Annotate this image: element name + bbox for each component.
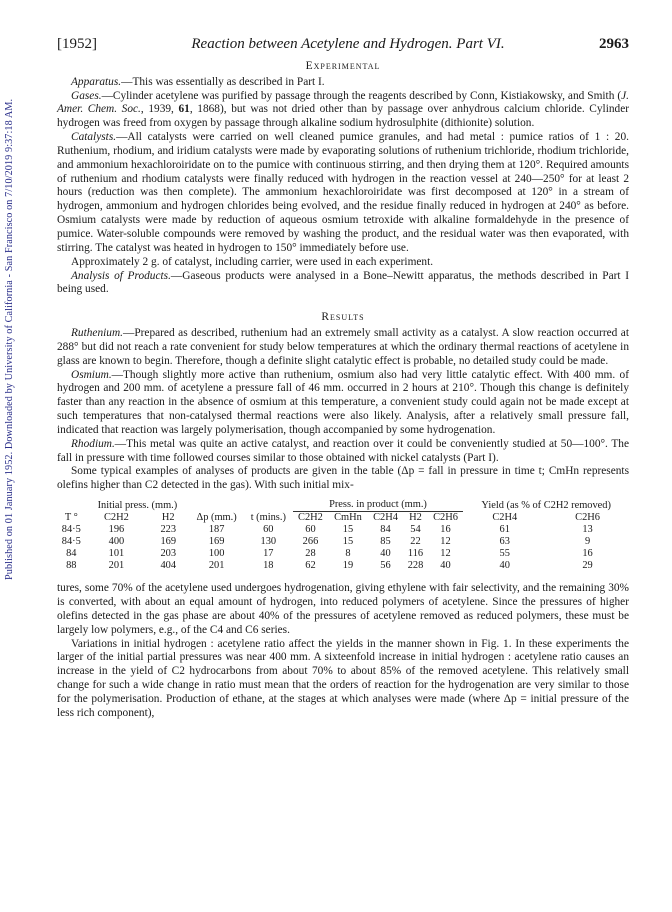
gases-text-2: , 1939,: [140, 103, 179, 116]
sub-init-h2: H2: [161, 512, 175, 524]
analysis-label: Analysis of Products.: [71, 269, 171, 282]
table-cell: 13: [582, 524, 593, 536]
table-cell: 266: [302, 536, 319, 548]
header-page-number: 2963: [598, 36, 629, 52]
table-cell: 60: [305, 524, 316, 536]
sub-yield-c2h6: C2H6: [575, 512, 600, 524]
sub-prod-c2h2: C2H2: [298, 512, 323, 524]
apparatus-label: Apparatus.: [71, 75, 122, 88]
osmium-label: Osmium.: [71, 368, 112, 381]
osmium-text: —Though slightly more active than ruthenium, osmium also had very little catalytic effect. With 400 mm. of hydrogen and 200 mm. of acetylene a pressure fall of 46 mm. occurred in 2 hours at 210°. Though this change is definitely faster than any reaction in the absence of osmium at this temperature, a convenient study could again not be made except at such temperatures that non-catalysed thermal reactions were also likely. Analysis, after a relatively small pressure fall, indicated that reaction was largely polymerisation, though accompanied by some hydrogenation.: [57, 368, 629, 436]
experimental-heading: Experimental: [305, 59, 381, 72]
table-cell: 29: [582, 560, 593, 572]
table-cell: 61: [499, 524, 510, 536]
table-cell: 62: [305, 560, 316, 572]
gases-text-3: , 1868), but was not dried other than by passage over anhydrous calcium chloride. Cylinder hydrogen was freed from oxygen by passage through alkaline sodium hydrosulphite (dithionite) solution.: [57, 103, 630, 130]
table-cell: 84·5: [61, 524, 81, 536]
table-cell: 18: [263, 560, 274, 572]
col-time: t (mins.): [250, 512, 286, 524]
table-cell: 187: [208, 524, 225, 536]
col-group-yield: Yield (as % of C2H2 removed): [481, 499, 611, 511]
table-cell: 54: [410, 524, 421, 536]
header-title: Reaction between Acetylene and Hydrogen. Part VI.: [191, 36, 505, 52]
table-cell: 8: [345, 548, 351, 560]
variations-paragraph: Variations in initial hydrogen : acetylene ratio affect the yields in the manner shown in Fig. 1. In these experiments the larger of the initial partial pressures was near 400 mm. A sixteenfold increase in initial hydrogen : acetylene ratio causes an increase in the yield of C2 hydrocarbons from about 70% to about 85% of the removed acetylene. This relatively small change for such a wide change in ratio must mean that the orders of reaction for the hydrogenation are very similar to those for the polymerisation. Production of ethane, at the stages at which analyses were made (where Δp = initial pressure of the less rich component),: [57, 637, 629, 719]
table-cell: 84: [380, 524, 391, 536]
table-cell: 22: [410, 536, 421, 548]
table-row: [57, 560, 629, 572]
rhodium-paragraph: [57, 438, 629, 466]
table-row: [57, 524, 629, 536]
table-cell: 100: [208, 548, 225, 560]
table-cell: 130: [260, 536, 277, 548]
table-cell: 16: [440, 524, 451, 536]
sub-prod-c2h4: C2H4: [373, 512, 398, 524]
analysis-paragraph: [57, 270, 629, 298]
col-group-product: Press. in product (mm.): [293, 499, 464, 512]
ruthenium-paragraph: [57, 327, 629, 369]
catalysts-text: —All catalysts were carried on well cleaned pumice granules, and had metal : pumice ratios of 1 : 20. Ruthenium, rhodium, and iridium catalysts were made by evaporating solutions of ruthenium trichloride, rhodium trichloride, and ammonium hexachloroiridate on to the pumice with continuous stirring, and then drying them at 120°. Required amounts of ruthenium and rhodium catalysts were finally reduced with hydrogen in the reaction vessel at 240—250° for at least 2 hours (reduction was then complete). The ammonium hexachloroiridate was first decomposed at 120° in a stream of hydrogen, ammonium and hydrogen chlorides being evolved, and the residue finally reduced in hydrogen at 240° as before. Osmium catalysts were made by reduction of aqueous osmium tetroxide with alkaline formaldehyde in the presence of pumice. Water-soluble compounds were removed by washing the product, and the residual water was then evaporated, with stirring. The catalyst was heated in hydrogen to 150° immediately before use.: [57, 131, 629, 254]
typical-paragraph: Some typical examples of analyses of products are given in the table (Δp = fall in pressure in time t; CmHn represents olefins higher than C2 detected in the gas). With such initial mix-: [57, 465, 629, 492]
ruthenium-text: —Prepared as described, ruthenium had an extremely small activity as a catalyst. A slow reaction occurred at 288° but did not reach a rate convenient for study below temperatures at which the ordinary thermal reactions of acetylene in glass are known to begin. Therefore, though a definite slight catalytic effect is probable, no detailed study could be made.: [57, 327, 629, 367]
approx-paragraph: Approximately 2 g. of catalyst, including carrier, were used in each experiment.: [71, 255, 434, 268]
rhodium-text: —This metal was quite an active catalyst, and reaction over it could be conveniently studied at 50—100°. The fall in pressure with time followed courses similar to those obtained with nickel catalysts (Part I).: [57, 437, 629, 464]
table-cell: 228: [407, 560, 424, 572]
sub-prod-h2: H2: [409, 512, 422, 524]
header-year: [1952]: [57, 36, 97, 52]
table-cell: 201: [208, 560, 225, 572]
table-cell: 40: [499, 560, 510, 572]
table-cell: 116: [407, 548, 424, 560]
table-cell: 201: [108, 560, 125, 572]
table-cell: 101: [108, 548, 125, 560]
table-cell: 400: [108, 536, 125, 548]
table-cell: 60: [263, 524, 274, 536]
col-group-initial: Initial press. (mm.): [97, 499, 178, 511]
gases-text-1: —Cylinder acetylene was purified by passage through the reagents described by Conn, Kistiakowsky, and Smith (: [101, 89, 622, 102]
table-cell: 16: [582, 548, 593, 560]
table-cell: 169: [208, 536, 225, 548]
table-cell: 40: [440, 560, 451, 572]
analysis-table: [57, 499, 629, 572]
table-cell: 15: [342, 524, 354, 536]
table-cell: 196: [108, 524, 125, 536]
table-cell: 17: [263, 548, 274, 560]
table-cell: 15: [342, 536, 354, 548]
table-cell: 19: [342, 560, 354, 572]
col-temperature: T °: [64, 512, 78, 524]
catalysts-paragraph: [57, 131, 629, 256]
gases-journal: J. Amer. Chem. Soc.: [57, 89, 629, 116]
table-cell: 84: [66, 548, 77, 560]
sub-yield-c2h4: C2H4: [492, 512, 518, 524]
publication-stamp-sidebar: [0, 0, 22, 912]
analysis-text: —Gaseous products were analysed in a Bone–Newitt apparatus, the methods described in Part I being used.: [57, 269, 629, 296]
catalysts-label: Catalysts.: [71, 131, 117, 144]
ruthenium-label: Ruthenium.: [71, 327, 123, 340]
gases-volume: 61: [178, 103, 190, 116]
osmium-paragraph: [57, 369, 629, 438]
apparatus-paragraph: [57, 76, 629, 90]
table-cell: 55: [499, 548, 510, 560]
table-cell: 9: [584, 536, 591, 548]
paper-page: [57, 38, 629, 721]
table-cell: 40: [380, 548, 391, 560]
apparatus-text: —This was essentially as described in Part I.: [121, 75, 325, 88]
table-cell: 203: [160, 548, 177, 560]
table-cell: 63: [499, 536, 510, 548]
table-row: [57, 548, 629, 560]
table-cell: 84·5: [61, 536, 81, 548]
table-cell: 88: [66, 560, 77, 572]
running-header: [57, 38, 629, 52]
col-delta-p: Δp (mm.): [196, 512, 237, 524]
rhodium-label: Rhodium.: [71, 437, 115, 450]
gases-paragraph: [57, 90, 629, 132]
table-cell: 169: [160, 536, 177, 548]
sub-init-c2h2: C2H2: [104, 512, 129, 524]
table-cell: 85: [380, 536, 391, 548]
gases-label: Gases.: [71, 89, 102, 102]
table-cell: 56: [380, 560, 391, 572]
sub-prod-c2h6: C2H6: [433, 512, 458, 524]
table-cell: 12: [440, 536, 451, 548]
table-row: [57, 536, 629, 548]
table-cell: 28: [305, 548, 316, 560]
after-table-paragraph: tures, some 70% of the acetylene used undergoes hydrogenation, giving ethylene with fair selectivity, and the remaining 30% is converted, with about an equal amount of hydrogen, into reduced polymers of acetylene. Since the pressures of higher olefins detected in the gas phase are about 40% of the pressures of acetylene removed as reduced polymers, these must be largely low polymers, e.g., of the C4 and C6 series.: [57, 582, 629, 636]
sub-prod-cmhn: CmHn: [334, 512, 362, 524]
publication-stamp-text: Published on 01 January 1952. Downloaded by University of California - San Francisco on 7/10/2019 9:37:18 AM.: [4, 98, 15, 580]
table-cell: 223: [160, 524, 177, 536]
table-cell: 12: [440, 548, 451, 560]
table-cell: 404: [160, 560, 177, 572]
results-heading: Results: [321, 311, 365, 324]
